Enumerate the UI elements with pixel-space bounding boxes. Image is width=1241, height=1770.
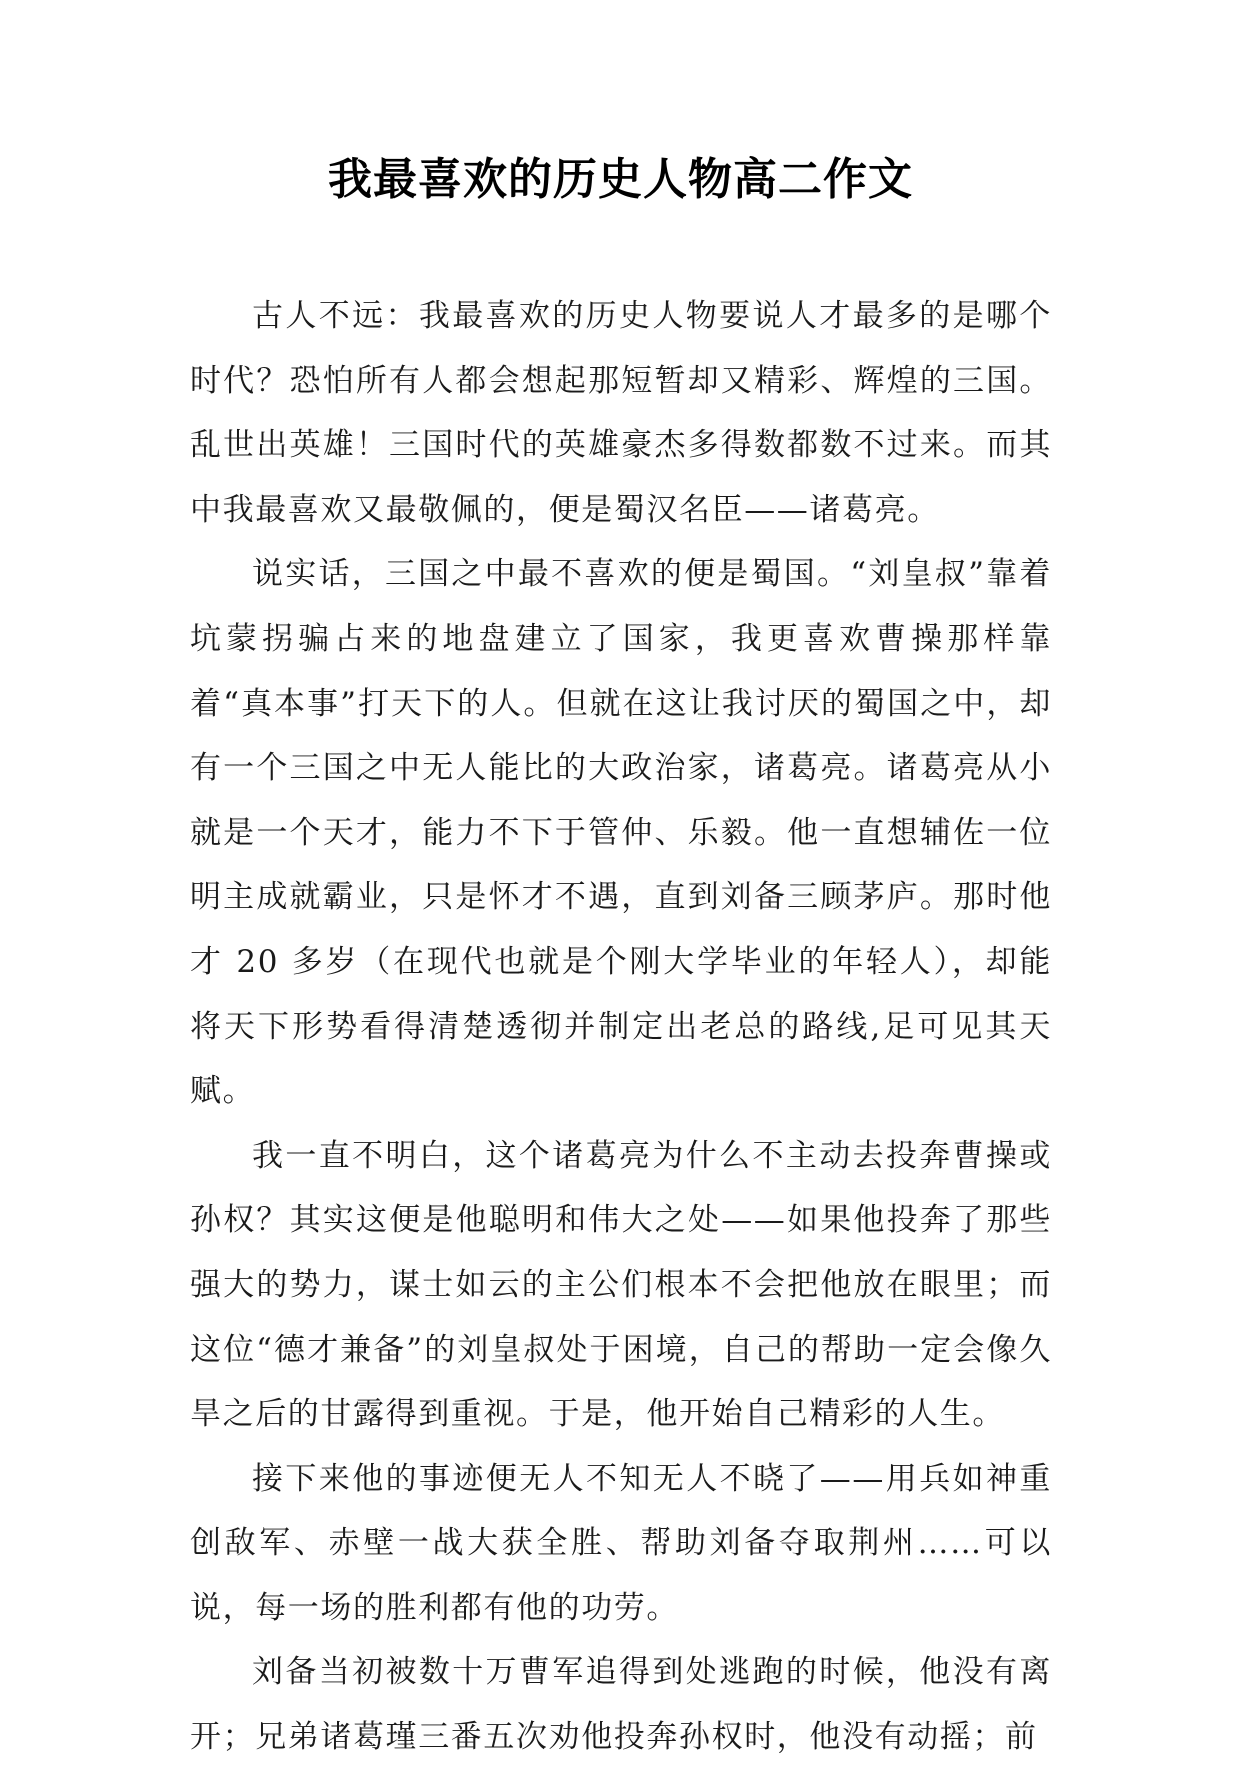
paragraph: 我一直不明白，这个诸葛亮为什么不主动去投奔曹操或孙权？其实这便是他聪明和伟大之处——如果他投奔了那些强大的势力，谋士如云的主公们根本不会把他放在眼里；而这位“德才兼备”的刘皇叔处于困境，自己的帮助一定会像久旱之后的甘露得到重视。于是，他开始自己精彩的人生。 <box>190 1137 1052 1433</box>
paragraph: 古人不远：我最喜欢的历史人物要说人才最多的是哪个时代？恐怕所有人都会想起那短暂却又精彩、辉煌的三国。乱世出英雄！三国时代的英雄豪杰多得数都数不过来。而其中我最喜欢又最敬佩的，便是蜀汉名臣——诸葛亮。 <box>190 298 1052 528</box>
paragraph: 刘备当初被数十万曹军追得到处逃跑的时候，他没有离开；兄弟诸葛瑾三番五次劝他投奔孙权时，他没有动摇；前 <box>190 1654 1052 1756</box>
paragraph: 说实话，三国之中最不喜欢的便是蜀国。“刘皇叔”靠着坑蒙拐骗占来的地盘建立了国家，我更喜欢曹操那样靠着“真本事”打天下的人。但就在这让我讨厌的蜀国之中，却有一个三国之中无人能比的大政治家，诸葛亮。诸葛亮从小就是一个天才，能力不下于管仲、乐毅。他一直想辅佐一位明主成就霸业，只是怀才不遇，直到刘备三顾茅庐。那时他才 20 多岁（在现代也就是个刚大学毕业的年轻人），却能将天下形势看得清楚透彻并制定出老总的路线,足可见其天赋。 <box>190 556 1052 1110</box>
paragraph: 接下来他的事迹便无人不知无人不晓了——用兵如神重创敌军、赤壁一战大获全胜、帮助刘备夺取荆州……可以说，每一场的胜利都有他的功劳。 <box>190 1460 1052 1626</box>
document-body <box>190 284 1052 1770</box>
document-title: 我最喜欢的历史人物高二作文 <box>328 154 913 205</box>
